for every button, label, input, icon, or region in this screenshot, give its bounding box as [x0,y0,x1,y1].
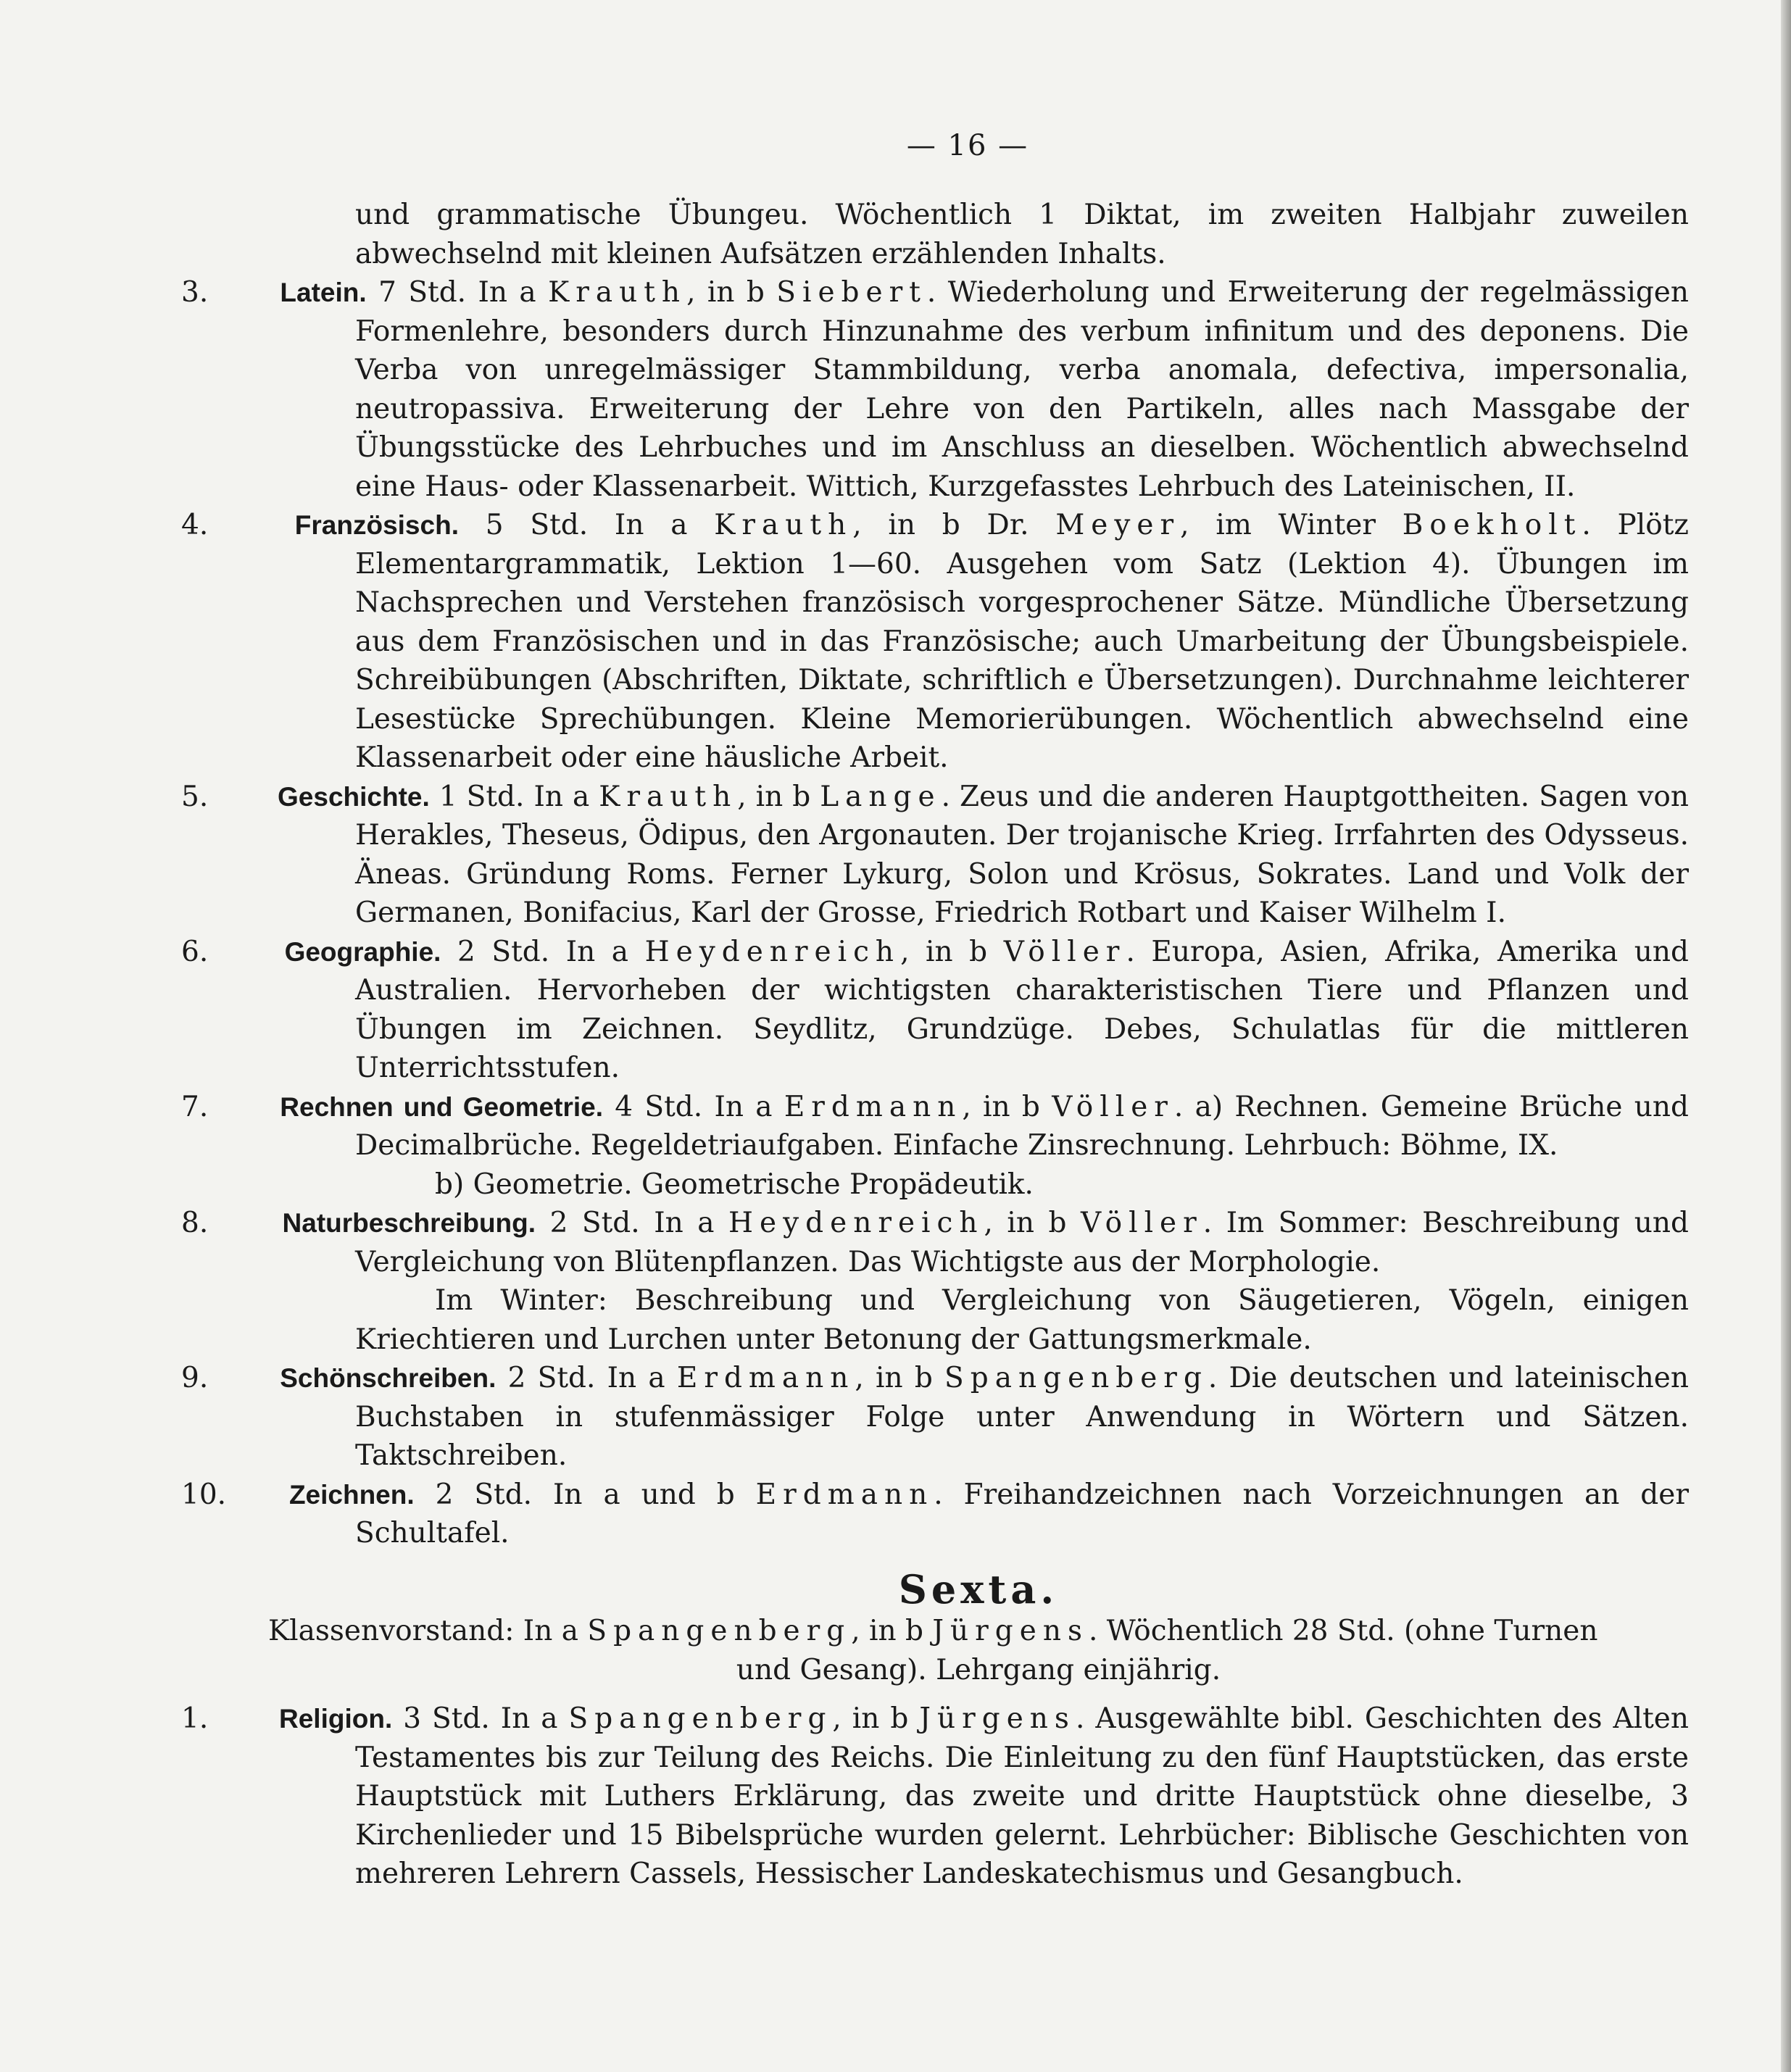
subject-title: Naturbeschreibung. [282,1208,536,1238]
subject-title: Rechnen und Geometrie. [280,1091,603,1122]
item-text: . Im Sommer: Beschreibung und Vergleichung von Blütenpflanzen. Das Wichtigste aus der Morphologie. [355,1207,1689,1278]
item-franzoesisch: 4. Französisch. 5 Std. In a Krauth, in b Dr. Meyer, im Winter Boekholt. Plötz Elementargrammatik, Lektion 1—60. Ausgehen vom Satz (Lektion 4). Übungen im Nachsprechen und Verstehen französisch vorgesprochener Sätze. Mündliche Übersetzung aus dem Französischen und in das Französische; auch Umarbeitung der Übungsbeispiele. Schreibübungen (Abschriften, Diktate, schriftlich e Übersetzungen). Durchnahme leichterer Lesestücke Sprechübungen. Kleine Memorierübungen. Wöchentlich abwechselnd eine Klassenarbeit oder eine häusliche Arbeit. [181,509,1689,774]
teacher-name: Spangenberg [568,1702,833,1735]
item-text: . Zeus und die anderen Hauptgottheiten. Sagen von Herakles, Theseus, Ödipus, den Argonauten. Der trojanische Krieg. Irrfahrten des Odysseus. Äneas. Gründung Roms. Ferner Lykurg, Solon und Krösus, Sokrates. Land und Volk der Germanen, Bonifacius, Karl der Grosse, Friedrich Rotbart und Kaiser Wilhelm I. [355,780,1689,929]
section-title: Sexta. [898,1565,1059,1613]
item-text: 3 Std. In a [403,1702,569,1735]
teacher-name: Erdmann [676,1362,855,1394]
item-text: . Plötz Elementargrammatik, Lektion 1—60. Ausgehen vom Satz (Lektion 4). Übungen im Nachsprechen und Verstehen französisch vorgesprochener Sätze. Mündliche Übersetzung aus dem Französischen und in das Französische; auch Umarbeitung der Übungsbeispiele. Schreibübungen (Abschriften, Diktate, schriftlich e Übersetzungen). Durchnahme leichterer Lesestücke Sprechübungen. Kleine Memorierübungen. Wöchentlich abwechselnd eine Klassenarbeit oder eine häusliche Arbeit. [355,509,1689,774]
item-geschichte: 5. Geschichte. 1 Std. In a Krauth, in b Lange. Zeus und die anderen Hauptgottheiten. Sagen von Herakles, Theseus, Ödipus, den Argonauten. Der trojanische Krieg. Irrfahrten des Odysseus. Äneas. Gründung Roms. Ferner Lykurg, Solon und Krösus, Sokrates. Land und Volk der Germanen, Bonifacius, Karl der Grosse, Friedrich Rotbart und Kaiser Wilhelm I. [181,780,1689,929]
item-text: , in b [737,780,820,813]
teacher-name: Erdmann [784,1090,963,1123]
item-text: . Wiederholung und Erweiterung der regelmässigen Formenlehre, besonders durch Hinzunahme des verbum infinitum und des deponens. Die Verba von unregelmässiger Stammbildung, verba anomala, defectiva, impersonalia, neutropassiva. Erweiterung der Lehre von den Partikeln, alles nach Massgabe der Übungsstücke des Lehrbuches und im Anschluss an dieselben. Wöchentlich abwechselnd eine Haus- oder Klassenarbeit. Wittich, Kurzgefasstes Lehrbuch des Lateinischen, II. [355,276,1689,503]
page-edge [1781,0,1791,2072]
item-rechnen: 7. Rechnen und Geometrie. 4 Std. In a Erdmann, in b Völler. a) Rechnen. Gemeine Brüche und Decimalbrüche. Regeldetriaufgaben. Einfache Zinsrechnung. Lehrbuch: Böhme, IX. [181,1090,1689,1162]
item-rechnen-extra: b) Geometrie. Geometrische Propädeutik. [435,1168,1034,1201]
item-text: 2 Std. In a [549,1207,729,1239]
subject-title: Schönschreiben. [280,1363,496,1393]
item-text: . Ausgewählte bibl. Geschichten des Alten Testamentes bis zur Teilung des Reichs. Die Einleitung zu den fünf Hauptstücken, das erste Hauptstück mit Luthers Erklärung, das zweite und dritte Hauptstück ohne dieselbe, 3 Kirchenlieder und 15 Bibelsprüche wurden gelernt. Lehrbücher: Biblische Geschichten von mehreren Lehrern Cassels, Hessischer Landeskatechismus und Gesangbuch. [355,1702,1689,1890]
item-geographie: 6. Geographie. 2 Std. In a Heydenreich, in b Völler. Europa, Asien, Afrika, Amerika und Australien. Hervorheben der wichtigsten charakteristischen Tiere und Pflanzen und Übungen im Zeichnen. Seydlitz, Grundzüge. Debes, Schulatlas für die mittleren Unterrichtsstufen. [181,935,1689,1084]
item-schoenschreiben: 9. Schönschreiben. 2 Std. In a Erdmann, in b Spangenberg. Die deutschen und lateinischen Buchstaben in stufenmässiger Folge unter Anwendung in Wörtern und Sätzen. Taktschreiben. [181,1362,1689,1472]
subject-title: Religion. [279,1704,393,1734]
class-head-text: . Wöchentlich 28 Std. (ohne Turnen [1088,1615,1598,1647]
item-text: , in b Dr. [852,509,1056,541]
subject-title: Französisch. [294,510,459,540]
class-head [268,1612,1689,1651]
item-zeichnen: 10. Zeichnen. 2 Std. In a und b Erdmann. Freihandzeichnen nach Vorzeichnungen an der Schultafel. [181,1478,1689,1549]
item-text: , in b [984,1207,1081,1239]
item-text: , in b [900,935,1004,968]
item-religion: 1. Religion. 3 Std. In a Spangenberg, in b Jürgens. Ausgewählte bibl. Geschichten des Alten Testamentes bis zur Teilung des Reichs. Die Einleitung zu den fünf Hauptstücken, das erste Hauptstück mit Luthers Erklärung, das zweite und dritte Hauptstück ohne dieselbe, 3 Kirchenlieder und 15 Bibelsprüche wurden gelernt. Lehrbücher: Biblische Geschichten von mehreren Lehrern Cassels, Hessischer Landeskatechismus und Gesangbuch. [181,1702,1689,1890]
teacher-name: Völler [1081,1207,1203,1239]
teacher-name: Siebert [776,276,927,309]
item-text: , in b [962,1090,1052,1123]
item-text: 5 Std. In a [485,509,715,541]
teacher-name: Krauth [548,276,687,309]
subject-title: Latein. [280,278,367,307]
teacher-name: Lange [820,780,942,813]
item-text: . Europa, Asien, Afrika, Amerika und Australien. Hervorheben der wichtigsten charakteristischen Tiere und Pflanzen und Übungen im Zeichnen. Seydlitz, Grundzüge. Debes, Schulatlas für die mittleren Unterrichtsstufen. [355,935,1689,1084]
item-text: 1 Std. In a [439,780,599,813]
subject-title: Geschichte. [278,781,430,812]
item-latein: 3. Latein. 7 Std. In a Krauth, in b Siebert. Wiederholung und Erweiterung der regelmässigen Formenlehre, besonders durch Hinzunahme des verbum infinitum und des deponens. Die Verba von unregelmässiger Stammbildung, verba anomala, defectiva, impersonalia, neutropassiva. Erweiterung der Lehre von den Partikeln, alles nach Massgabe der Übungsstücke des Lehrbuches und im Anschluss an dieselben. Wöchentlich abwechselnd eine Haus- oder Klassenarbeit. Wittich, Kurzgefasstes Lehrbuch des Lateinischen, II. [181,276,1689,503]
teacher-name: Boekholt [1402,509,1582,541]
item-text: , in b [832,1702,920,1735]
teacher-name: Spangenberg [587,1615,852,1647]
teacher-name: Heydenreich [644,935,901,968]
teacher-name: Jürgens [919,1702,1076,1735]
item-naturbeschreibung: 8. Naturbeschreibung. 2 Std. In a Heydenreich, in b Völler. Im Sommer: Beschreibung und Vergleichung von Blütenpflanzen. Das Wichtigste aus der Morphologie. [181,1207,1689,1278]
teacher-name: Meyer [1055,509,1181,541]
teacher-name: Heydenreich [728,1207,984,1239]
teacher-name: Völler [1052,1090,1174,1123]
item-text: , in b [855,1362,945,1394]
class-head-continuation: und Gesang). Lehrgang einjährig. [736,1653,1221,1686]
teacher-name: Völler [1003,935,1126,968]
item-text: , in b [686,276,777,309]
subject-title: Zeichnen. [288,1479,415,1510]
item-text: 2 Std. In a und b [435,1478,756,1511]
item-naturbeschreibung-extra: Im Winter: Beschreibung und Vergleichung von Säugetieren, Vögeln, einigen Kriechtieren und Lurchen unter Betonung der Gattungsmerkmale. [355,1284,1689,1356]
item-text: 4 Std. In a [615,1090,784,1123]
intro-paragraph: und grammatische Übungeu. Wöchentlich 1 Diktat, im zweiten Halbjahr zuweilen abwechselnd mit kleinen Aufsätzen erzählenden Inhalts. [355,199,1689,270]
class-head-text: Klassenvorstand: In a [268,1615,588,1647]
teacher-name: Krauth [599,780,738,813]
page-body [181,196,1689,1894]
item-text: . Freihandzeichnen nach Vorzeichnungen an der Schultafel. [355,1478,1689,1549]
page-number: — 16 — [906,129,1029,162]
item-text: 2 Std. In a [507,1362,677,1394]
subject-title: Geographie. [284,936,441,967]
item-text: . Die deutschen und lateinischen Buchstaben in stufenmässiger Folge unter Anwendung in Wörtern und Sätzen. Taktschreiben. [355,1362,1689,1472]
item-text: 7 Std. In a [378,276,549,309]
teacher-name: Spangenberg [944,1362,1208,1394]
teacher-name: Erdmann [755,1478,934,1511]
teacher-name: Jürgens [932,1615,1089,1647]
teacher-name: Krauth [714,509,853,541]
item-text: . a) Rechnen. Gemeine Brüche und Decimalbrüche. Regeldetriaufgaben. Einfache Zinsrechnung. Lehrbuch: Böhme, IX. [355,1090,1689,1162]
item-text: 2 Std. In a [457,935,645,968]
item-text: , im Winter [1180,509,1403,541]
class-head-text: , in b [851,1615,933,1647]
